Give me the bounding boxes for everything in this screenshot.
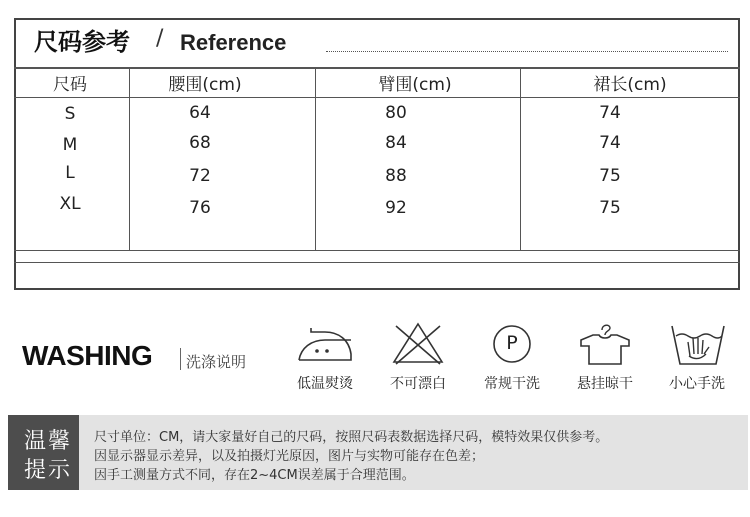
table-rule bbox=[14, 250, 740, 251]
tips-badge bbox=[8, 415, 79, 490]
low-temp-iron-icon bbox=[295, 320, 355, 368]
table-cell: 74 bbox=[599, 103, 621, 123]
wash-label-hand-wash: 小心手洗 bbox=[669, 376, 725, 392]
tip-line: 尺寸单位：CM，请大家量好自己的尺码，按照尺码表数据选择尺码，模特效果仅供参考。 bbox=[94, 430, 609, 445]
table-cell: M bbox=[62, 135, 78, 155]
table-cell: 68 bbox=[189, 133, 211, 153]
table-cell: L bbox=[65, 163, 75, 183]
dry-clean-p-icon bbox=[482, 320, 542, 368]
table-header-waist: 腰围(cm) bbox=[168, 75, 242, 95]
table-header-skirt-length: 裙长(cm) bbox=[593, 75, 667, 95]
size-chart-title: 尺码参考 bbox=[34, 28, 130, 56]
table-cell: S bbox=[64, 104, 76, 124]
tip-line: 因手工测量方式不同，存在2~4CM误差属于合理范围。 bbox=[94, 468, 415, 483]
table-col-divider bbox=[129, 68, 130, 250]
table-rule bbox=[14, 97, 740, 98]
tip-line: 因显示器显示差异，以及拍摄灯光原因，图片与实物可能存在色差； bbox=[94, 449, 485, 464]
table-header-arm: 臂围(cm) bbox=[378, 75, 452, 95]
table-cell: 64 bbox=[189, 103, 211, 123]
table-cell: 80 bbox=[385, 103, 407, 123]
tips-badge-line1: 温馨 bbox=[24, 429, 73, 454]
washing-title: WASHING bbox=[22, 340, 153, 371]
hang-dry-icon bbox=[575, 320, 635, 368]
wash-label-bleach: 不可漂白 bbox=[390, 376, 446, 392]
wash-label-iron: 低温熨烫 bbox=[297, 376, 353, 392]
table-cell: 84 bbox=[385, 133, 407, 153]
title-slash: / bbox=[156, 26, 164, 51]
table-rule bbox=[14, 262, 740, 263]
dry-clean-letter: P bbox=[506, 332, 518, 354]
table-cell: 76 bbox=[189, 198, 211, 218]
wash-label-hang-dry: 悬挂晾干 bbox=[577, 376, 633, 392]
table-col-divider bbox=[315, 68, 316, 250]
table-rule bbox=[14, 67, 740, 69]
table-cell: 75 bbox=[599, 166, 621, 186]
table-cell: 72 bbox=[189, 166, 211, 186]
tips-badge-line2: 提示 bbox=[24, 458, 73, 483]
hand-wash-icon bbox=[668, 320, 728, 368]
table-cell: 88 bbox=[385, 166, 407, 186]
size-chart-title-en: Reference bbox=[180, 30, 287, 55]
table-cell: 74 bbox=[599, 133, 621, 153]
washing-divider bbox=[180, 348, 181, 370]
wash-label-dry-clean: 常规干洗 bbox=[484, 376, 540, 392]
table-col-divider bbox=[520, 68, 521, 250]
table-cell: 92 bbox=[385, 198, 407, 218]
washing-subtitle: 洗涤说明 bbox=[186, 353, 247, 371]
do-not-bleach-icon bbox=[388, 320, 448, 368]
table-header-size: 尺码 bbox=[53, 75, 87, 95]
title-dotted-rule bbox=[326, 51, 728, 52]
table-cell: XL bbox=[59, 194, 81, 214]
table-cell: 75 bbox=[599, 198, 621, 218]
